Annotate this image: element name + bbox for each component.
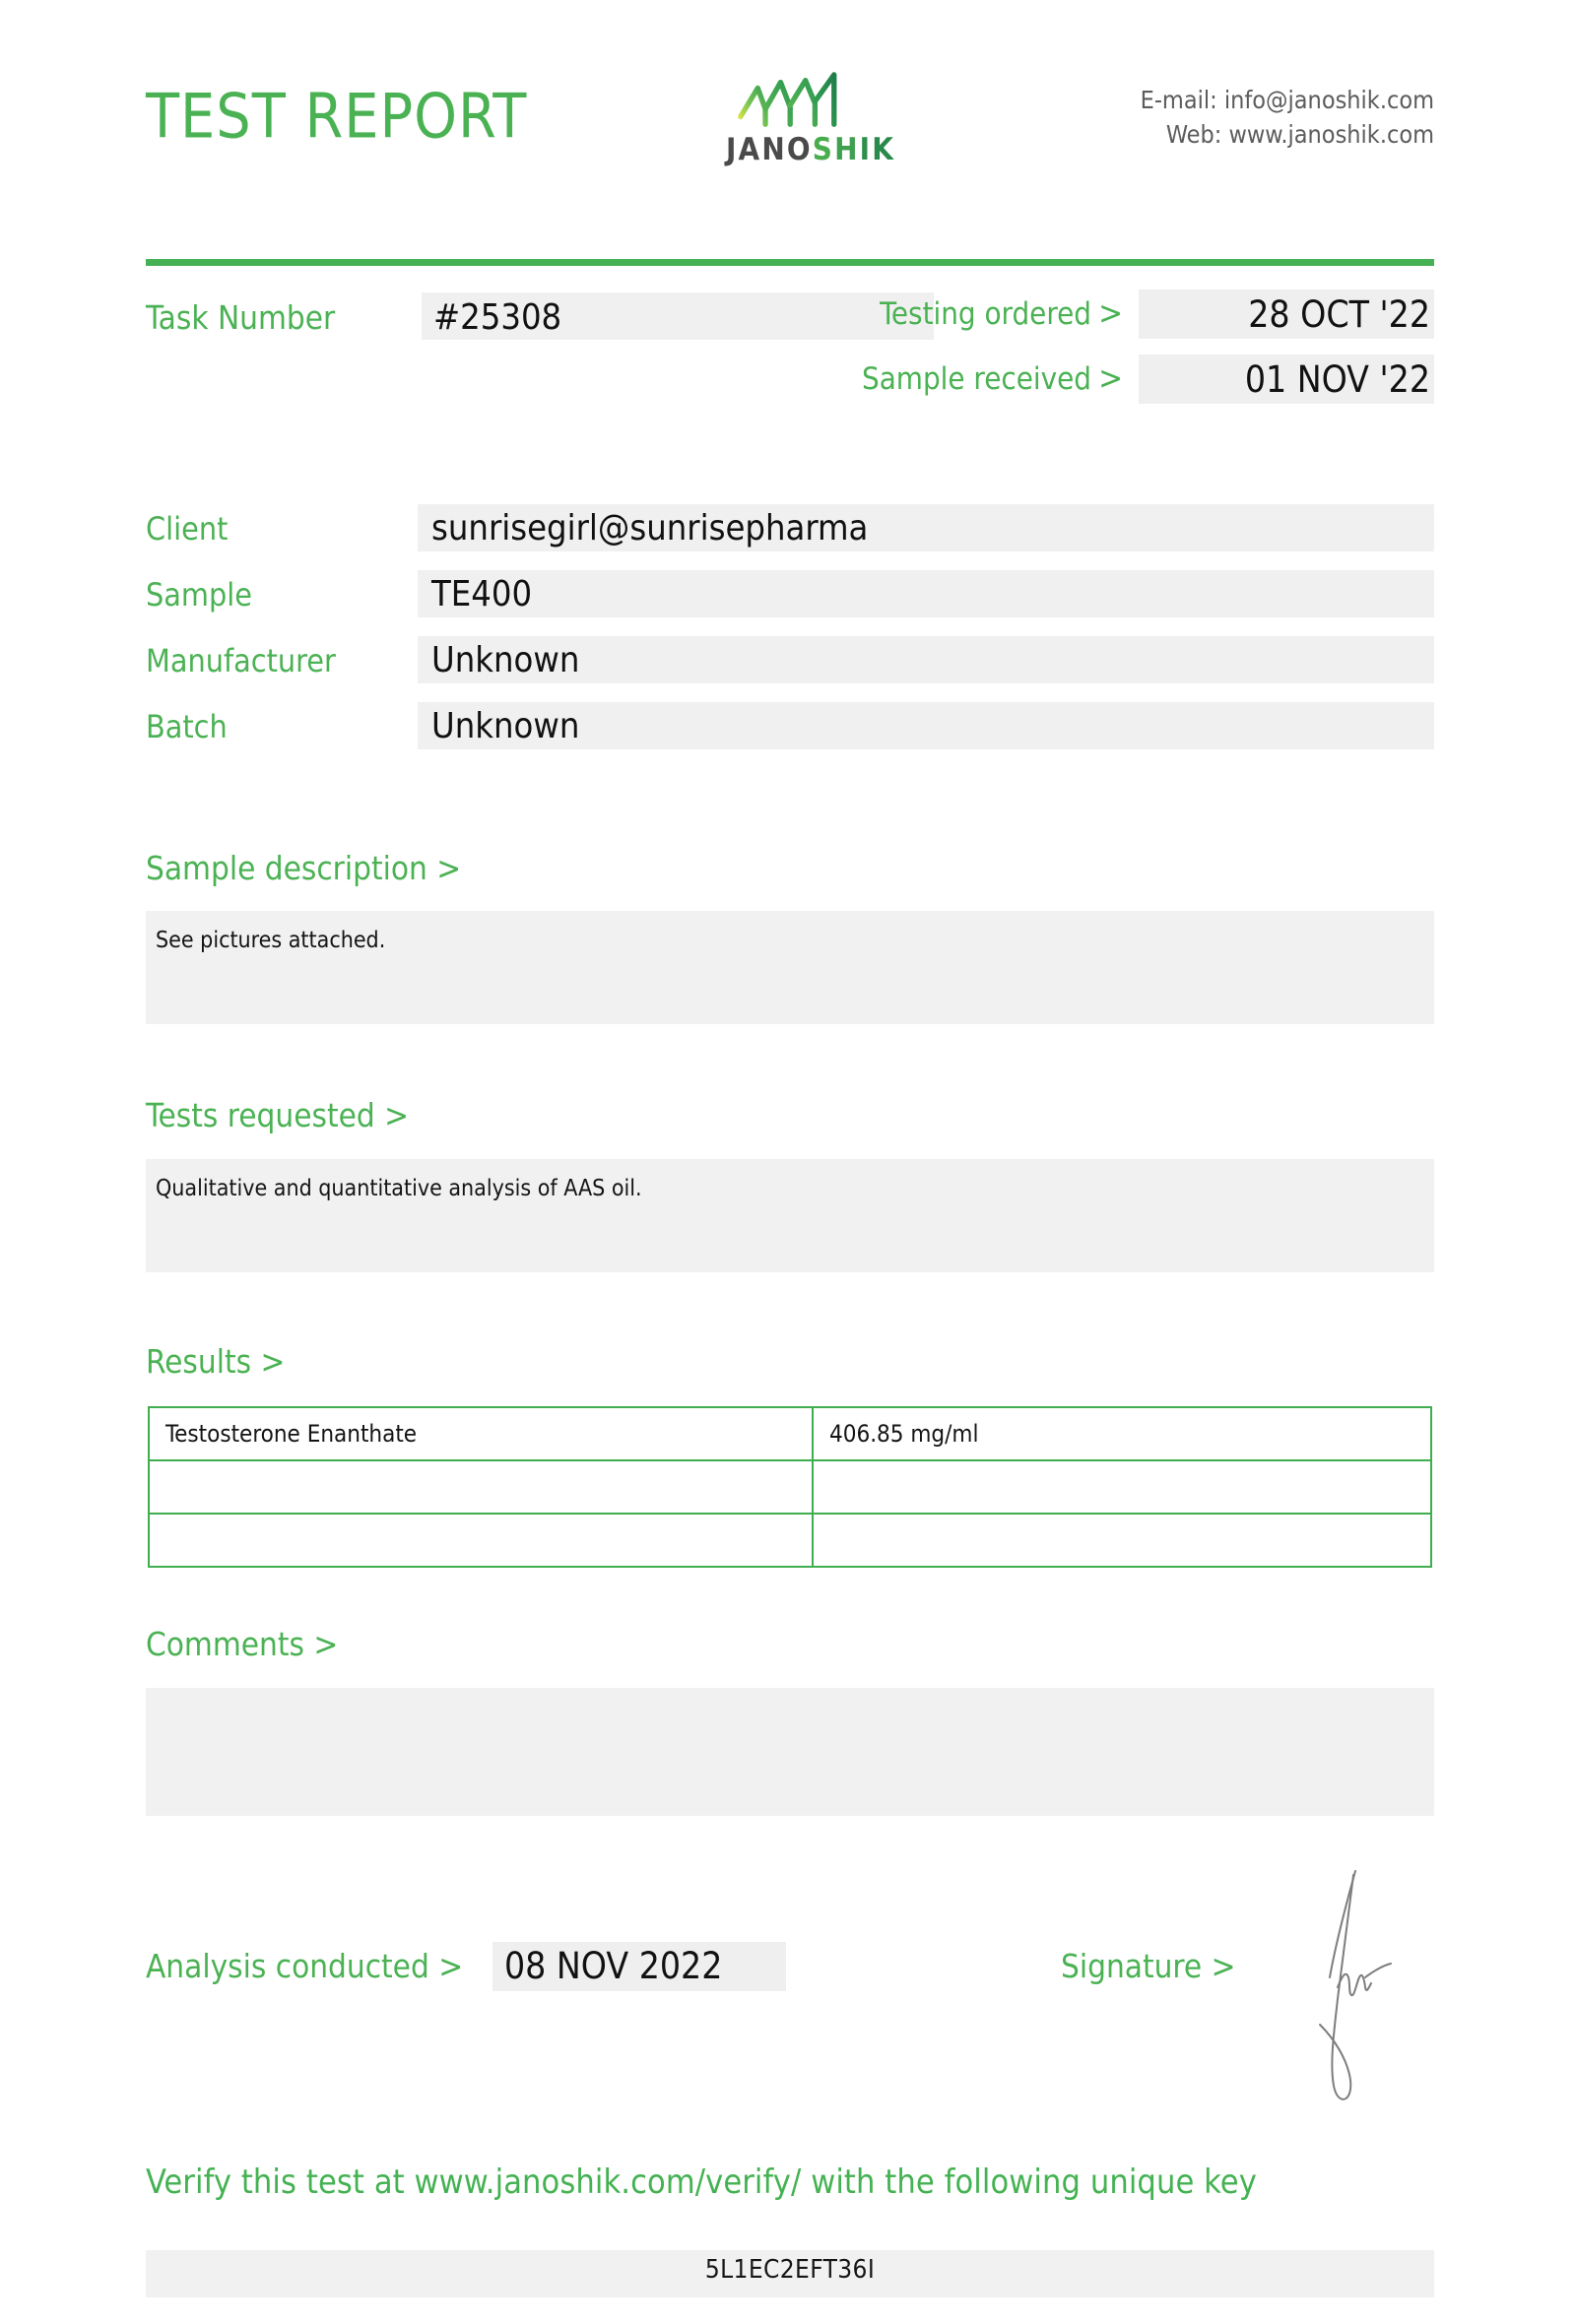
sample-received-caret-icon: > xyxy=(1098,358,1123,397)
result-substance: Testosterone Enanthate xyxy=(149,1407,813,1460)
task-number-label: Task Number xyxy=(146,298,336,337)
client-value: sunrisegirl@sunrisepharma xyxy=(431,508,869,549)
task-number-value: #25308 xyxy=(433,297,562,338)
manufacturer-value: Unknown xyxy=(431,640,580,680)
info-row-batch xyxy=(146,702,1434,768)
sample-received-row xyxy=(745,356,1434,406)
logo-word-jano: JANO xyxy=(725,132,813,167)
ascending-peaks-logo-icon xyxy=(735,71,887,132)
page-title: TEST REPORT xyxy=(146,80,528,153)
contact-email: E-mail: info@janoshik.com xyxy=(1140,86,1434,114)
info-row-client xyxy=(146,504,1434,570)
header-divider xyxy=(146,259,1434,266)
testing-ordered-value: 28 OCT '22 xyxy=(1248,293,1430,336)
result-amount xyxy=(813,1460,1431,1514)
results-heading: Results > xyxy=(146,1342,286,1381)
testing-ordered-label: Testing ordered xyxy=(880,296,1091,332)
sample-info-block xyxy=(146,504,1434,768)
result-amount: 406.85 mg/ml xyxy=(813,1407,1431,1460)
table-row xyxy=(149,1460,1431,1514)
sample-description-text: See pictures attached. xyxy=(156,928,386,953)
unique-key-value: 5L1EC2EFT36I xyxy=(704,2255,876,2285)
comments-field xyxy=(146,1688,1434,1816)
table-row xyxy=(149,1514,1431,1567)
sample-description-heading: Sample description > xyxy=(146,849,462,887)
testing-ordered-row xyxy=(745,291,1434,341)
janoshik-logo xyxy=(697,71,924,165)
dates-group xyxy=(745,291,1434,421)
contact-info xyxy=(1141,84,1434,152)
analysis-conducted-value: 08 NOV 2022 xyxy=(504,1945,723,1987)
info-row-sample xyxy=(146,570,1434,636)
logo-word-k: K xyxy=(872,132,896,167)
result-substance xyxy=(149,1514,813,1567)
logo-word-h: H xyxy=(834,132,860,167)
logo-word-i: I xyxy=(859,132,873,167)
verify-instruction: Verify this test at www.janoshik.com/verify/ with the following unique key xyxy=(146,2163,1257,2202)
manufacturer-label: Manufacturer xyxy=(146,642,336,679)
sample-received-value: 01 NOV '22 xyxy=(1244,358,1430,401)
result-amount xyxy=(813,1514,1431,1567)
tests-requested-heading: Tests requested > xyxy=(146,1096,410,1134)
comments-heading: Comments > xyxy=(146,1625,339,1663)
testing-ordered-caret-icon: > xyxy=(1098,293,1123,332)
handwritten-signature-icon xyxy=(1280,1861,1409,2117)
sample-received-label: Sample received xyxy=(861,361,1091,397)
tests-requested-text: Qualitative and quantitative analysis of AAS oil. xyxy=(156,1176,642,1201)
logo-wordmark xyxy=(697,132,924,167)
report-header xyxy=(146,0,1434,197)
contact-web: Web: www.janoshik.com xyxy=(1165,119,1434,149)
batch-value: Unknown xyxy=(431,706,580,746)
table-row xyxy=(149,1407,1431,1460)
client-label: Client xyxy=(146,510,229,548)
logo-word-s: S xyxy=(812,132,835,167)
sample-field xyxy=(418,570,1434,617)
signature-label: Signature > xyxy=(1061,1947,1236,1985)
result-substance xyxy=(149,1460,813,1514)
results-table xyxy=(148,1406,1432,1568)
task-and-dates-row xyxy=(146,295,1434,423)
batch-label: Batch xyxy=(146,708,228,745)
sample-label: Sample xyxy=(146,576,252,613)
info-row-manufacturer xyxy=(146,636,1434,702)
analysis-conducted-label: Analysis conducted > xyxy=(146,1947,464,1985)
sample-value: TE400 xyxy=(431,574,533,614)
